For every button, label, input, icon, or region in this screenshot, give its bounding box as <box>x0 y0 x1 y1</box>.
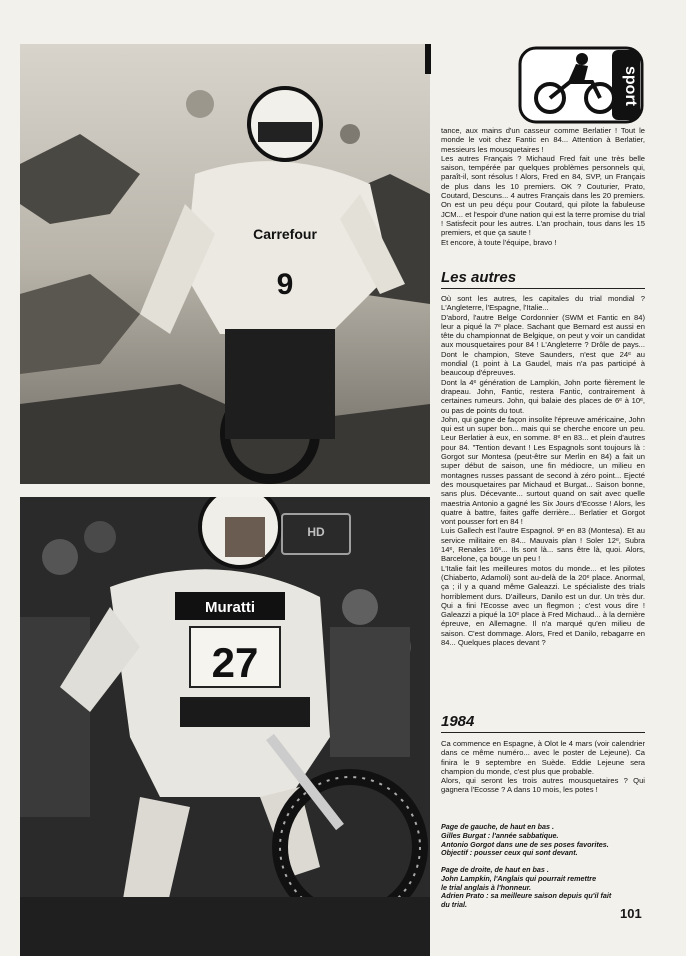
section-divider <box>441 732 645 733</box>
caption-line: Page de droite, de haut en bas . <box>441 865 549 874</box>
sport-logo-text: sport <box>622 66 639 106</box>
caption-line: le trial anglais à l'honneur. <box>441 882 531 892</box>
article-paragraph: Ca commence en Espagne, à Olot le 4 mars (voir calendrier dans ce même numéro... avec le poster de Lejeune). Ca finira le 9 septembre en Suède. Eddie Lejeune sera champion du monde, c'est plus que probable. <box>441 739 645 776</box>
photo-rider-27-image <box>20 497 430 956</box>
photo-rider-9 <box>20 44 430 484</box>
bib-number-bottom: 27 <box>211 639 259 686</box>
caption-line: Adrien Prato : sa meilleure saison depuis qu'il fait <box>441 891 612 901</box>
photo-rider-27 <box>20 497 430 956</box>
article-paragraph: L'Italie fait les meilleures motos du monde... et les pilotes (Chiaberto, Adamoli) sont au-delà de la 20ᵉ place. Anormal, ça ; il y a quand même Galeazzi. Le spécialiste des trials horriblement durs. D'ailleurs, Danilo est un dur. Un très dur. Qui a fini l'Ecosse avec un flegmon ; c'est vous dire ! Galeazzi a piqué la 10ᵉ place à Fred Michaud... à la dernière épreuve, en Allemagne. Il n'a marqué qu'en milieu de saison. C'est dommage. Alors, Fred et Danilo, rebagarre en 84... Quelques places devant ? <box>441 563 645 647</box>
article-paragraph: Où sont les autres, les capitales du trial mondial ? L'Angleterre, l'Espagne, l'Italie... <box>441 294 645 313</box>
caption-line: du trial. <box>441 900 467 910</box>
page-number: 101 <box>620 906 642 921</box>
article-paragraph: Dont la 4ᵉ génération de Lampkin, John porte fièrement le drapeau. John, Fantic, restera Fantic, contrairement à certaines rumeurs. John, qui balaie des places de 6ᵉ à 10ᵉ, ou pas de points du tout. <box>441 377 645 415</box>
article-paragraph: D'abord, l'autre Belge Cordonnier (SWM et Fantic en 84) leur a piqué la 7ᵉ place. Sachant que Bernard est aussi en tête du championnat de Belgique, on peut y voir un candidat aux mousquetaires pour 84 ! L'Angleterre ? Drôle de pays... Dont le champion, Steve Saunders, n'est que 24ᵉ au mondial (1 point à La Gaudel, mais n'a pas participé à beaucoup d'épreuves. <box>441 312 645 378</box>
1984-text-block <box>441 739 645 795</box>
caption-line: Objectif : pousser ceux qui sont devant. <box>441 848 578 858</box>
article-paragraph: Luis Gallech est l'autre Espagnol. 9ᵉ en 83 (Montesa). Et au service militaire en 84... Mauvais plan ! Soler 12ᵉ, Subra 14ᵉ, Renales 16ᵉ... Ils sont là... sans être là, quoi. Alors, Barcelone, ça bouge un peu ! <box>441 526 645 564</box>
bib-number-top: 9 <box>276 268 294 301</box>
article-paragraph: Alors, qui seront les trois autres mousquetaires ? Qui gagnera l'Ecosse ? A dans 10 mois, les potes ! <box>441 776 645 795</box>
photo-rider-9-image <box>20 44 430 484</box>
watermark-badge: HD <box>281 513 351 555</box>
sport-section-logo <box>518 46 644 124</box>
section-heading-1984: 1984 <box>441 713 475 730</box>
caption-line: Antonio Gorgot dans une de ses poses favorites. <box>441 839 609 849</box>
motorbike-icon <box>518 46 644 124</box>
photo-edge-bar <box>425 44 431 74</box>
caption-line: Page de gauche, de haut en bas . <box>441 822 555 831</box>
jersey-brand-top: Carrefour <box>253 226 317 242</box>
section-heading-les-autres: Les autres <box>441 269 517 286</box>
intro-paragraph: Et encore, à toute l'équipe, bravo ! <box>441 237 557 247</box>
intro-text-block <box>441 126 645 247</box>
caption-line: John Lampkin, l'Anglais qui pourrait remettre <box>441 873 597 883</box>
caption-line: Gilles Burgat : l'année sabbatique. <box>441 830 559 840</box>
section-divider <box>441 288 645 289</box>
article-paragraph: John, qui gagne de façon insolite l'épreuve américaine, John qui est un super bon... mais qui se cherche encore un peu. Leur Berlatier à eux, en somme. 8ᵉ en 83... et plein d'autres pour 84. "Tention devant ! Les Espagnols sont toujours là : Gorgot sur Montesa (peut-être sur Merlin en 84) a fait un super début de saison, une fin médiocre, un milieu en montagnes russes passant de second à zéro point... Ejecté des mousquetaires par Michaud et Burgat... Saison bonne, sans plus. Décevante... surtout quand on sait avec quelle maestria Antonio a gagné les Six Jours d'Ecosse ! Alors, les quatre à battre, faites gaffe derrière... Berlatier et Gorgot vont pousser fort en 84 ! <box>441 414 645 527</box>
intro-paragraph: tance, aux mains d'un casseur comme Berlatier ! Tout le monde le voit chez Fantic en 84... Attention à Berlatier, messieurs les mousquetaires ! <box>441 126 645 154</box>
les-autres-text-block <box>441 294 645 647</box>
jersey-brand-bottom: Muratti <box>205 599 255 616</box>
caption-left-page <box>441 823 651 858</box>
intro-paragraph: Les autres Français ? Michaud Fred fait une très belle saison, tempérée par quelques problèmes personnels qui, paraît-il, sont résolus ! Alors, Fred en 84, SVP, un Français de plus dans les 10 premiers. OK ? Couturier, Prato, Coutard, Descuns... 4 autres Français dans les 20 premiers. On est un peu déçu pour Coutard, qui pilote la fabuleuse JCM... et l'espoir d'une nation qui est la terre promise du trial ! Satisfecit pour les autres. L'an prochain, tous dans les 15 premiers, et que ça saute ! <box>441 153 645 238</box>
caption-right-page <box>441 866 651 910</box>
